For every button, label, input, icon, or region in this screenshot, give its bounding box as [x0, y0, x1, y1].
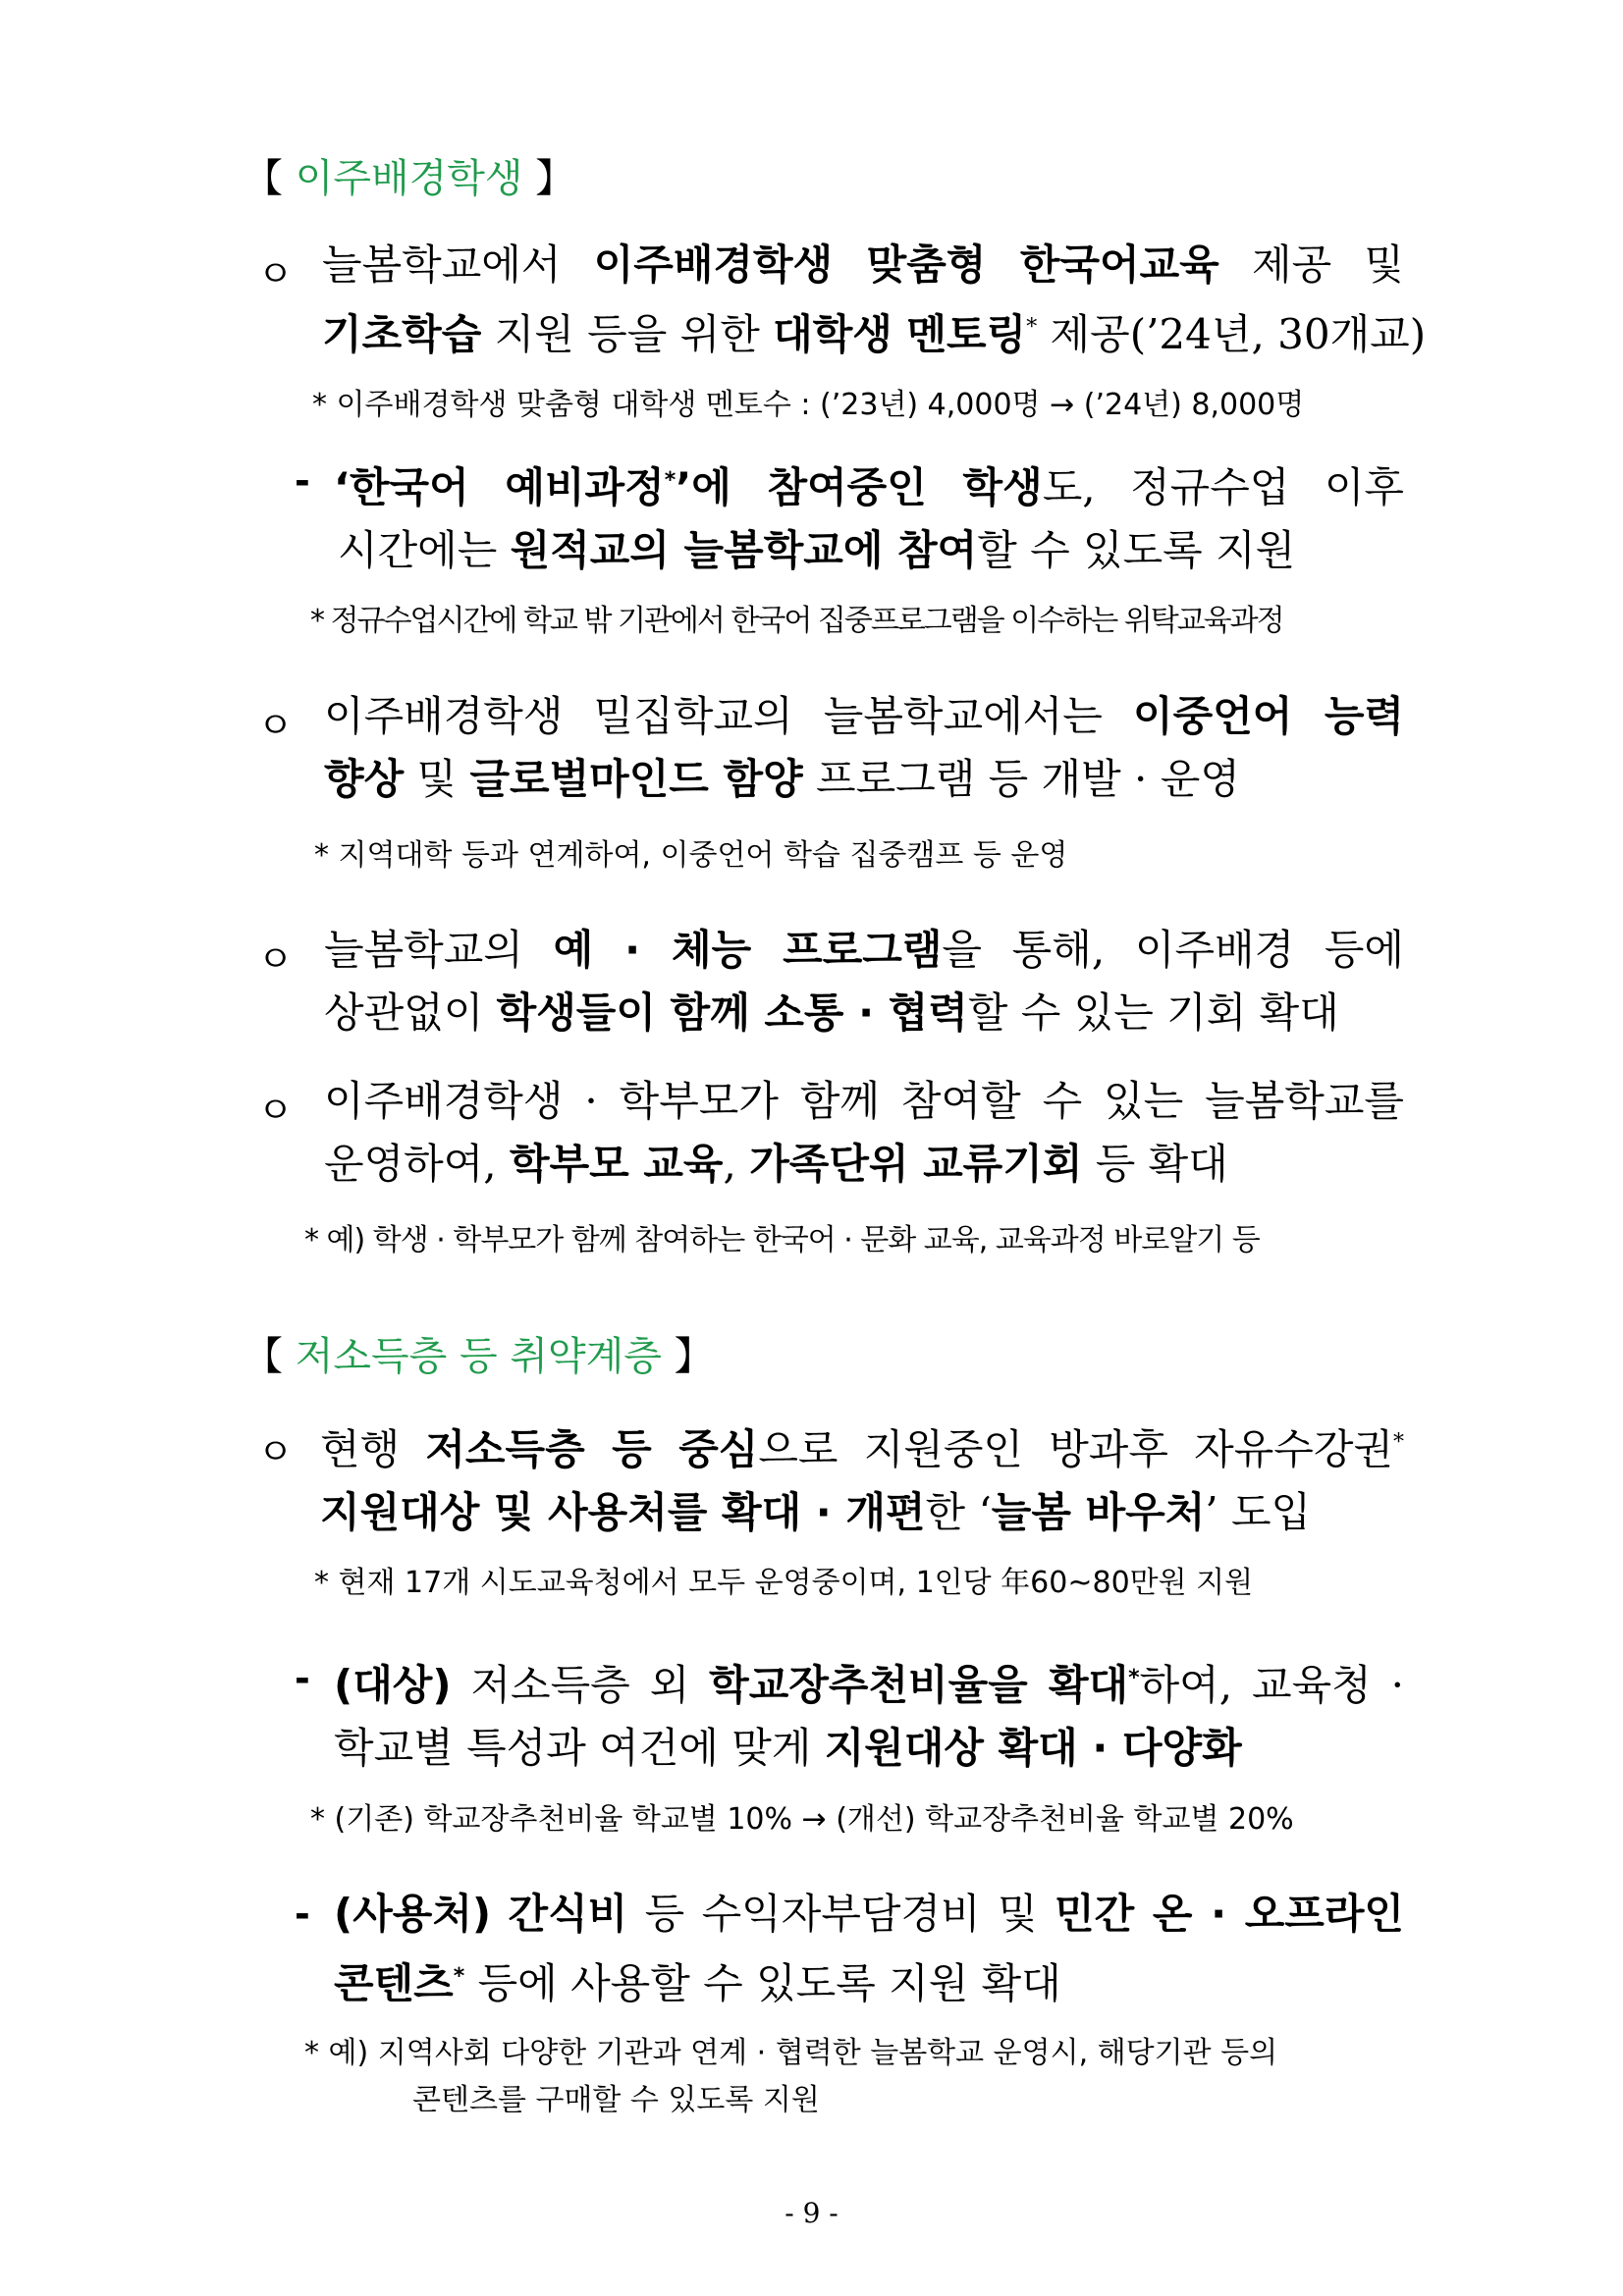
bullet-2: [324, 685, 1404, 811]
footnote: * 이주배경학생 맞춤형 대학생 멘토수 : (’23년) 4,000명 → (’24년) 8,000명: [312, 388, 1305, 422]
bullet-2-line-1: 이주배경학생 밀집학교의 늘봄학교에서는 이중언어 능력: [324, 692, 1404, 740]
dash-2-line-2: 학교별 특성과 여건에 맞게 지원대상 확대 · 다양화: [334, 1724, 1242, 1772]
dash-3-line-2: 콘텐츠* 등에 사용할 수 있도록 지원 확대: [334, 1959, 1061, 2007]
bracket-close: 】: [535, 156, 575, 201]
bullet-marker: ㅇ: [257, 937, 294, 981]
section-title: 저소득층 등 취약계층: [295, 1334, 662, 1379]
bullet-3-line-2: 상관없이 학생들이 함께 소통 · 협력할 수 있는 기회 확대: [324, 988, 1339, 1037]
bullet-marker: ㅇ: [257, 1089, 294, 1132]
dash-1-line-2: 시간에는 원적교의 늘봄학교에 참여할 수 있도록 지원: [338, 526, 1296, 574]
bullet-1-line-1: 늘봄학교에서 이주배경학생 맞춤형 한국어교육 제공 및: [322, 240, 1404, 289]
dash-3-line-1: (사용처) 간식비 등 수익자부담경비 및 민간 온 · 오프라인: [334, 1890, 1404, 1938]
bullet-1-line-2: 기초학습 지원 등을 위한 대학생 멘토링* 제공(’24년, 30개교): [322, 310, 1427, 358]
footnote: * 현재 17개 시도교육청에서 모두 운영중이며, 1인당 年60~80만원 지원: [314, 1566, 1254, 1600]
bullet-3: [324, 919, 1404, 1044]
bullet-5-line-2: 지원대상 및 사용처를 확대 · 개편한 ‘늘봄 바우처’ 도입: [320, 1488, 1312, 1536]
page-number: - 9 -: [784, 2197, 839, 2229]
bullet-4-line-1: 이주배경학생 · 학부모가 함께 참여할 수 있는 늘봄학교를: [324, 1077, 1404, 1125]
bullet-4: [324, 1070, 1404, 1196]
bullet-5-line-1: 현행 저소득층 등 중심으로 지원중인 방과후 자유수강권*: [320, 1425, 1404, 1473]
section-title: 이주배경학생: [295, 156, 523, 201]
footnote: * 예) 학생 · 학부모가 함께 참여하는 한국어 · 문화 교육, 교육과정 바로알기 등: [304, 1223, 1260, 1257]
dash-2: [334, 1647, 1404, 1780]
bracket-close: 】: [674, 1334, 714, 1379]
bullet-2-line-2: 향상 및 글로벌마인드 함양 프로그램 등 개발 · 운영: [324, 755, 1240, 803]
bullet-marker: ㅇ: [257, 252, 294, 295]
footnote: * 예) 지역사회 다양한 기관과 연계 · 협력한 늘봄학교 운영시, 해당기관 등의 콘텐츠를 구매할 수 있도록 지원: [304, 2036, 1278, 2117]
bullet-marker: ㅇ: [257, 1430, 294, 1473]
bullet-marker: ㅇ: [257, 704, 294, 747]
section-header-immigrant: [243, 147, 574, 203]
dash-2-line-1: (대상) 저소득층 외 학교장추천비율을 확대*하여, 교육청 ·: [334, 1661, 1405, 1709]
dash-marker: -: [295, 1893, 310, 1936]
section-header-low-income: [243, 1325, 714, 1381]
bullet-4-line-2: 운영하여, 학부모 교육, 가족단위 교류기회 등 확대: [324, 1140, 1228, 1188]
footnote: * 정규수업시간에 학교 밖 기관에서 한국어 집중프로그램을 이수하는 위탁교육과정: [310, 604, 1283, 638]
footnote: * 지역대학 등과 연계하여, 이중언어 학습 집중캠프 등 운영: [314, 838, 1068, 873]
dash-3: [334, 1883, 1404, 2015]
dash-1-line-1: ‘한국어 예비과정*’에 참여중인 학생도, 정규수업 이후: [334, 463, 1404, 511]
bullet-3-line-1: 늘봄학교의 예 · 체능 프로그램을 통해, 이주배경 등에: [324, 926, 1404, 974]
bullet-5: [320, 1412, 1404, 1544]
bracket-open: 【: [243, 1334, 283, 1379]
dash-1: [334, 450, 1404, 582]
bracket-open: 【: [243, 156, 283, 201]
dash-marker: -: [295, 1657, 310, 1700]
footnote: * (기존) 학교장추천비율 학교별 10% → (개선) 학교장추천비율 학교별 20%: [310, 1802, 1294, 1837]
dash-marker: -: [295, 459, 310, 503]
bullet-1: [322, 234, 1427, 366]
